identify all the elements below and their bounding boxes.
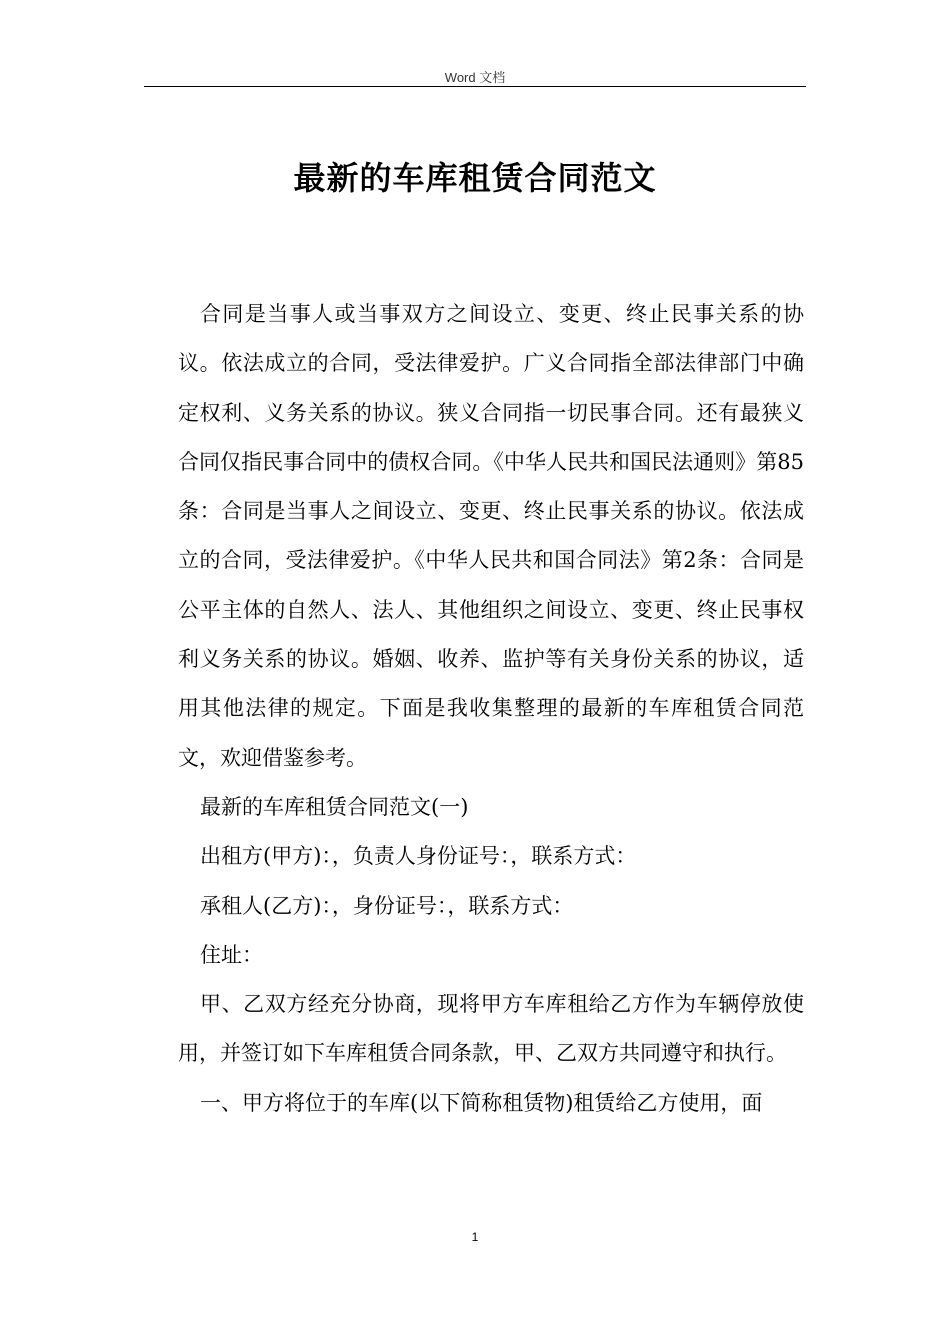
page-header-label: Word 文档 <box>444 70 506 85</box>
document-title: 最新的车库租赁合同范文 <box>293 159 657 197</box>
header-divider <box>144 86 806 87</box>
page-number: 1 <box>471 1230 479 1244</box>
paragraph-agreement: 甲、乙双方经充分协商，现将甲方车库租给乙方作为车辆停放使用，并签订如下车库租赁合同条款，甲、乙双方共同遵守和执行。 <box>178 992 804 1066</box>
paragraph-lessee: 承租人(乙方)：，身份证号：，联系方式： <box>200 893 574 918</box>
paragraph-intro: 合同是当事人或当事双方之间设立、变更、终止民事关系的协议。依法成立的合同，受法律爱护。广义合同指全部法律部门中确定权利、义务关系的协议。狭义合同指一切民事合同。还有最狭义合同仅指民事合同中的债权合同。《中华人民共和国民法通则》第85条：合同是当事人之间设立、变更、终止民事关系的协议。依法成立的合同，受法律爱护。《中华人民共和国合同法》第2条：合同是公平主体的自然人、法人、其他组织之间设立、变更、终止民事权利义务关系的协议。婚姻、收养、监护等有关身份关系的协议，适用其他法律的规定。下面是我收集整理的最新的车库租赁合同范文，欢迎借鉴参考。 <box>178 302 804 770</box>
paragraph-section-heading: 最新的车库租赁合同范文(一) <box>200 794 469 819</box>
paragraph-address: 住址： <box>200 942 263 967</box>
paragraph-lessor: 出租方(甲方)：，负责人身份证号：，联系方式： <box>200 844 637 869</box>
paragraph-clause-one: 一、甲方将位于的车库(以下简称租赁物)租赁给乙方使用，面 <box>200 1090 763 1115</box>
document-body <box>178 290 804 1128</box>
